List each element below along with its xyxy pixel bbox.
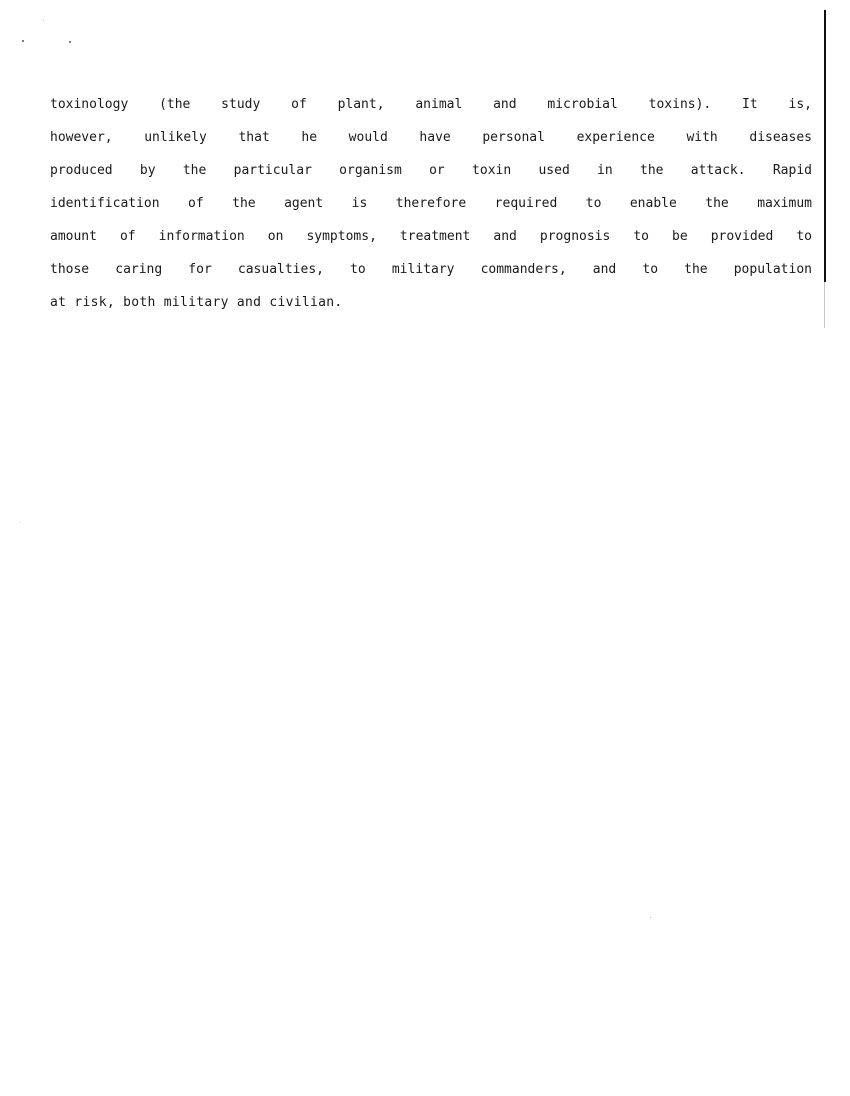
scan-speck [43, 20, 44, 21]
paragraph-line: at risk, both military and civilian. [50, 295, 343, 310]
scan-speck [650, 917, 651, 918]
paragraph-line: however, unlikely that he would have personal experience with diseases [50, 130, 812, 145]
margin-rule [824, 10, 826, 282]
scan-speck [69, 41, 71, 43]
margin-rule-faint [824, 282, 825, 328]
paragraph-line: amount of information on symptoms, treatment and prognosis to be provided to [50, 229, 812, 244]
scan-speck [22, 40, 24, 42]
paragraph-line: identification of the agent is therefore required to enable the maximum [50, 196, 812, 211]
scan-speck [20, 522, 21, 523]
paragraph-line: those caring for casualties, to military commanders, and to the population [50, 262, 812, 277]
body-paragraph [50, 93, 812, 324]
paragraph-line: produced by the particular organism or toxin used in the attack. Rapid [50, 163, 812, 178]
paragraph-line: toxinology (the study of plant, animal and microbial toxins). It is, [50, 97, 812, 112]
